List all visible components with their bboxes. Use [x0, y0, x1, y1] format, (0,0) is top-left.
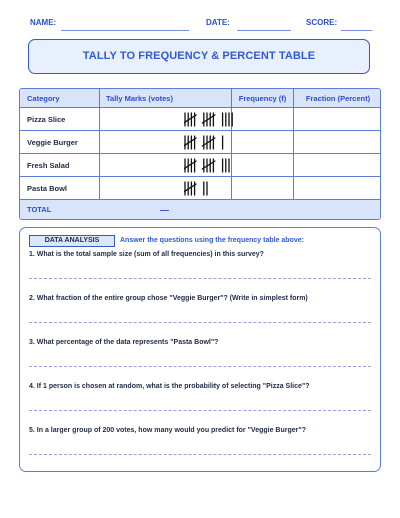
col-header-category: Category — [20, 89, 100, 107]
question-3: 3. What percentage of the data represents "Pasta Bowl"? — [29, 339, 219, 346]
total-label: TOTAL — [27, 205, 52, 214]
title-banner — [28, 39, 370, 74]
page-title: TALLY TO FREQUENCY & PERCENT TABLE — [82, 50, 316, 62]
fraction-answer-cell[interactable] — [294, 131, 381, 153]
table-row — [20, 131, 380, 154]
analysis-instruction: Answer the questions using the frequency table above: — [120, 237, 304, 244]
category-cell: Veggie Burger — [20, 131, 100, 153]
col-header-frequency: Frequency (f) — [232, 89, 294, 107]
tally-cell — [100, 131, 232, 153]
frequency-answer-cell[interactable] — [232, 108, 294, 130]
frequency-answer-cell[interactable] — [232, 177, 294, 199]
tally-cell — [100, 177, 232, 199]
category-cell: Pizza Slice — [20, 108, 100, 130]
total-dash: — — [160, 205, 169, 215]
name-field[interactable] — [61, 30, 189, 31]
fraction-answer-cell[interactable] — [294, 177, 381, 199]
fraction-answer-cell[interactable] — [294, 108, 381, 130]
col-header-tally: Tally Marks (votes) — [100, 89, 232, 107]
col-header-fraction: Fraction (Percent) — [305, 94, 371, 103]
date-label: DATE: — [206, 18, 230, 27]
question-4: 4. If 1 person is chosen at random, what is the probability of selecting "Pizza Slice"? — [29, 383, 310, 390]
frequency-answer-cell[interactable] — [232, 154, 294, 176]
question-5: 5. In a larger group of 200 votes, how many would you predict for "Veggie Burger"? — [29, 427, 306, 434]
data-analysis-section — [19, 227, 381, 472]
table-header-row — [20, 89, 380, 108]
answer-line-2[interactable] — [29, 322, 371, 323]
worksheet-header — [28, 18, 372, 32]
table-total-row — [20, 200, 380, 220]
data-analysis-badge: DATA ANALYSIS — [29, 235, 115, 247]
category-cell: Pasta Bowl — [20, 177, 100, 199]
score-field[interactable] — [341, 30, 372, 31]
name-label: NAME: — [30, 18, 57, 27]
answer-line-3[interactable] — [29, 366, 371, 367]
category-cell: Fresh Salad — [20, 154, 100, 176]
table-row — [20, 108, 380, 131]
tally-cell — [100, 154, 232, 176]
question-2: 2. What fraction of the entire group chose "Veggie Burger"? (Write in simplest form) — [29, 295, 308, 302]
answer-line-1[interactable] — [29, 278, 371, 279]
date-field[interactable] — [237, 30, 291, 31]
table-row — [20, 177, 380, 200]
table-row — [20, 154, 380, 177]
score-label: SCORE: — [306, 18, 338, 27]
answer-line-5[interactable] — [29, 454, 371, 455]
tally-cell — [100, 108, 232, 130]
fraction-answer-cell[interactable] — [294, 154, 381, 176]
question-1: 1. What is the total sample size (sum of all frequencies) in this survey? — [29, 251, 264, 258]
answer-line-4[interactable] — [29, 410, 371, 411]
frequency-answer-cell[interactable] — [232, 131, 294, 153]
frequency-table — [19, 88, 381, 220]
